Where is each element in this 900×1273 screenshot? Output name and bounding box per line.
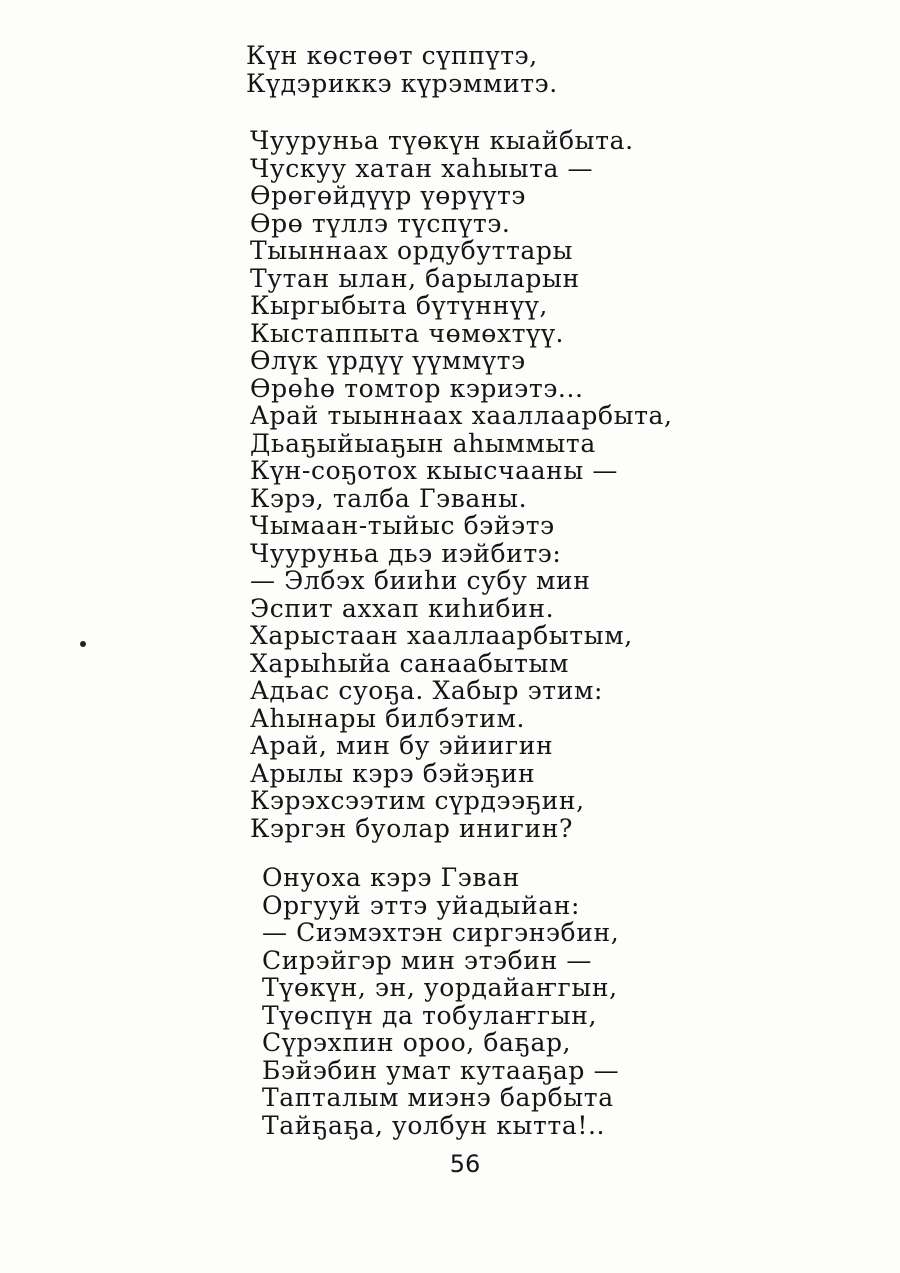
poem-line: Бэйэбин умат кутааҕар —	[262, 1055, 620, 1085]
poem-line: Харыһыйа санаабытым	[250, 648, 570, 678]
poem-line: Өрө түллэ түспүтэ.	[250, 208, 511, 238]
poem-line: Өрөһө томтор кэриэтэ...	[250, 373, 584, 403]
poem-line: Тайҕаҕа, уолбун кытта!..	[262, 1110, 606, 1140]
poem-line: Адьас суоҕа. Хабыр этим:	[250, 676, 604, 705]
poem-line: Дьаҕыйыаҕын аһыммыта	[250, 428, 596, 458]
poem-line: Кэргэн буолар инигин?	[250, 813, 574, 843]
poem-line: Түөкүн, эн, уордайаҥгын,	[262, 973, 618, 1002]
poem-line: Чууруньа дьэ иэйбитэ:	[250, 538, 562, 568]
poem-line: Кэрэ, талба Гэваны.	[250, 483, 528, 513]
poem-line: Күн көстөөт сүппүтэ,	[246, 41, 538, 70]
poem-line: Түөспүн да тобулаҥгын,	[262, 1000, 598, 1030]
poem-line: — Элбэх бииһи субу мин	[250, 566, 591, 595]
poem-line: Чымаан-тыйыс бэйэтэ	[250, 511, 555, 540]
poem-line: Кыргыбыта бүтүннүү,	[250, 291, 548, 320]
poem-line: Өрөгөйдүүр үөрүүтэ	[250, 181, 527, 210]
poem-line: Тыыннаах ордубуттары	[250, 236, 574, 265]
poem-line: — Сиэмэхтэн сиргэнэбин,	[262, 918, 620, 947]
poem-line: Кэрэхсээтим сүрдээҕин,	[250, 786, 585, 815]
ink-speck	[80, 641, 86, 647]
poem-stanza-3	[0, 864, 900, 1139]
poem-line: Сүрэхпин ороо, баҕар,	[262, 1028, 572, 1057]
poem-line: Эспит аххап киһибин.	[250, 593, 555, 623]
poem-line: Арай тыыннаах хааллаарбыта,	[250, 401, 673, 430]
poem-line: Арай, мин бу эйиигин	[250, 731, 554, 760]
poem-line: Оргууй эттэ уйадыйан:	[262, 890, 581, 920]
poem-line: Чууруньа түөкүн кыайбыта.	[250, 126, 634, 155]
poem-line: Чускуу хатан хаһыыта —	[250, 153, 594, 183]
poem-line: Күдэриккэ күрэммитэ.	[246, 68, 558, 98]
page-number: 56	[449, 1150, 481, 1178]
poem-stanza-1	[0, 42, 900, 97]
poem-line: Аһынары билбэтим.	[250, 703, 526, 733]
poem-line: Кыстаппыта чөмөхтүү.	[250, 318, 565, 348]
poem-line: Өлүк үрдүү үүммүтэ	[250, 346, 526, 375]
poem-line: Онуоха кэрэ Гэван	[262, 863, 520, 892]
poem-stanza-2	[0, 127, 900, 842]
poem-line: Тутан ылан, барыларын	[250, 263, 580, 293]
poem-line: Харыстаан хааллаарбытым,	[250, 621, 633, 650]
poem-line: Тапталым миэнэ барбыта	[262, 1083, 614, 1112]
poem-line: Күн-соҕотох кыысчааны —	[250, 456, 619, 485]
poem-line: Арылы кэрэ бэйэҕин	[250, 758, 536, 788]
poem-line: Сирэйгэр мин этэбин —	[262, 945, 592, 975]
